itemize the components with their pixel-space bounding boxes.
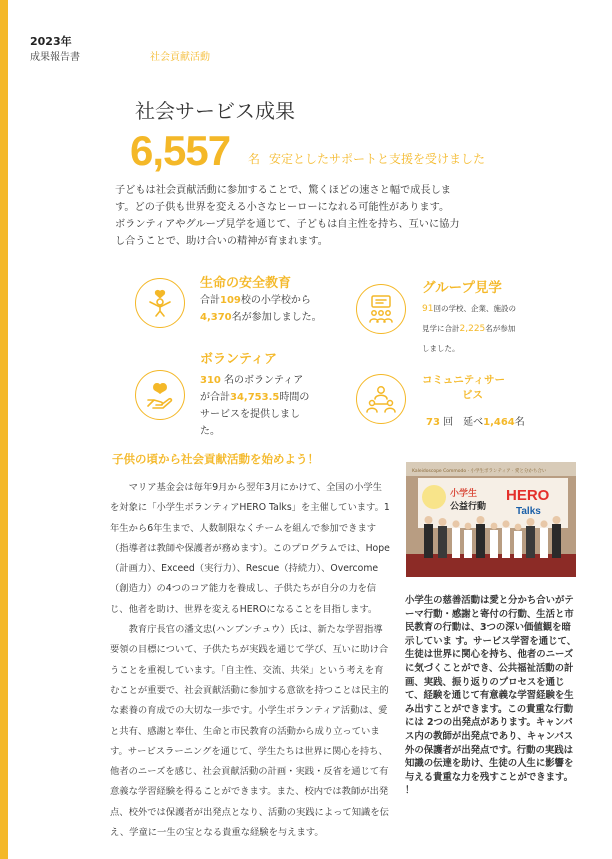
volunteer-text-3: 時間の <box>279 392 310 403</box>
report-name: 成果報告書 <box>30 52 80 63</box>
volunteer-text <box>200 372 330 440</box>
highlight-unit: 名 <box>248 152 261 166</box>
safety-text-pre: 合計 <box>200 295 220 306</box>
body-paragraph: マリア基金会は毎年9月から翌年3月にかけて、全国の小学生を対象に「小学生ボランティアHERO Talks」を主催しています。1年生から6年生まで、人数制限なくチームを組んで参加できます（指導者は教師や保護者が務めます）。このプログラムでは、Hope（計画力）、Exceed（実行力）、Rescue（持続力）、Overcome（創造力）の4つのコア能力を養成し、子供たちが自分の力を信じ、他者を助け、世界を変えるHEROになることを目指します。 <box>110 482 390 615</box>
safety-text-post: 名が参加しました。 <box>231 312 322 323</box>
community-people: 1,464 <box>483 417 515 428</box>
group-people: 2,225 <box>459 324 486 334</box>
photo-sign-talks: Talks <box>516 506 541 517</box>
community-title-2: ビス <box>462 389 483 401</box>
safety-title: 生命の安全教育 <box>200 276 292 291</box>
highlight-text: 安定としたサポートと支援を受けました <box>269 152 486 166</box>
intro-line: 子どもは社会貢献活動に参加することで、驚くほどの速さと幅で成長しま <box>115 185 451 196</box>
volunteer-text-2: が合計 <box>200 392 230 403</box>
page-title: 社会サービス成果 <box>135 99 295 123</box>
report-year: 2023年 <box>30 35 72 48</box>
safety-text <box>200 292 360 326</box>
community-people-icon <box>356 374 406 424</box>
safety-text-mid: 校の小学校から <box>240 295 311 306</box>
group-count: 91 <box>422 304 434 314</box>
group-text <box>422 299 572 358</box>
body-paragraph: 教育庁長官の潘文忠(ハンブンチュウ）氏は、新たな学習指導要領の目標について、子供たちが実践を通じて学び、互いに助け合うことを重視しています。「自主性、交流、共栄」という考えを育むことが重要で、社会貢献活動に参加する意欲を持つことは民主的な素養の育成での大切な一歩です。小学生ボランティア活動は、愛と共有、感謝と奉仕、生命と市民教育の活動から成り立っています。サービスラーニングを通じて、学生たちは世界に関心を持ち、他者のニーズを感じ、社会貢献活動の計画・実践・反省を通じて有意義な学習経験を得ることができます。また、校内では教師が出発点、校外では保護者が出発点となり、活動の実践によって知識を伝え、学童に一生の宝となる貴重な経験を与えます。 <box>110 624 389 839</box>
highlight-number: 6,557 <box>130 127 231 174</box>
child-heart-icon <box>135 278 185 328</box>
volunteer-title: ボランティア <box>200 352 277 367</box>
call-to-action-banner: 子供の頃から社会貢献活動を始めよう！ <box>112 452 319 466</box>
photo-top-banner: Kaleidoscope Commodo · 小学生ボランティア · 愛と分かち合い <box>412 469 547 474</box>
group-title: グループ見学 <box>422 280 502 296</box>
group-text-1: 回の学校、企業、施設の <box>433 304 516 313</box>
photo-sign-hero: HERO <box>506 487 550 504</box>
photo-sign-line2: 公益行動 <box>450 502 487 512</box>
community-text <box>426 414 576 431</box>
community-title-1: コミュニティサー <box>422 374 505 386</box>
volunteer-text-4: サービスを提供しまし <box>200 409 300 420</box>
intro-line: ボランティアやグループ見学を通じて、子どもは自主性を持ち、互いに協力 <box>115 219 460 230</box>
volunteer-text-1: 名のボランティア <box>220 375 304 386</box>
safety-schools: 109 <box>220 295 241 306</box>
safety-people: 4,370 <box>200 312 232 323</box>
volunteer-text-5: た。 <box>200 426 220 437</box>
volunteer-hours: 34,753.5 <box>230 392 280 403</box>
community-unit-2: 名 <box>514 417 525 428</box>
event-photo <box>406 462 576 577</box>
community-title <box>422 373 532 403</box>
heart-hand-icon <box>135 370 185 420</box>
body-text <box>110 478 390 843</box>
intro-line: す。どの子供も世界を変える小さなヒーローになれる可能性があります。 <box>115 202 450 213</box>
group-text-4: しました。 <box>422 344 460 353</box>
volunteer-count: 310 <box>200 375 221 386</box>
community-unit-1: 回 延べ <box>439 417 484 428</box>
photo-sign-line1: 小学生 <box>450 489 478 499</box>
left-accent-bar <box>0 0 8 859</box>
intro-line: し合うことで、助け合いの精神が育まれます。 <box>115 236 328 247</box>
community-count: 73 <box>426 417 440 428</box>
side-paragraph: 小学生の慈善活動は愛と分かち合いがテーマ行動・感謝と寄付の行動、生活と市民教育の行動は、3つの深い価値観を暗示していま す。サービス学習を通じて、生徒は世界に関心を持ち、他者のニーズに気づくことができ、公共福祉活動の計画、実践、振り返りのプロセスを通じて、経験を通じて有意義な学習経験を生み出すことができます。この貴重な行動には 2つの出発点があります。キャンパス内の教師が出発点であり、キャンパス外の保護者が出発点です。行動の実践は知識の伝達を助け、生徒の人生に影響を与える貴重な力を残すことができます。 ！ <box>405 595 577 797</box>
section-label: 社会貢献活動 <box>150 52 210 63</box>
group-text-3: 名が参加 <box>485 324 516 333</box>
intro-paragraph <box>115 182 515 250</box>
presentation-group-icon <box>356 284 406 334</box>
group-text-2: 見学に合計 <box>422 324 460 333</box>
